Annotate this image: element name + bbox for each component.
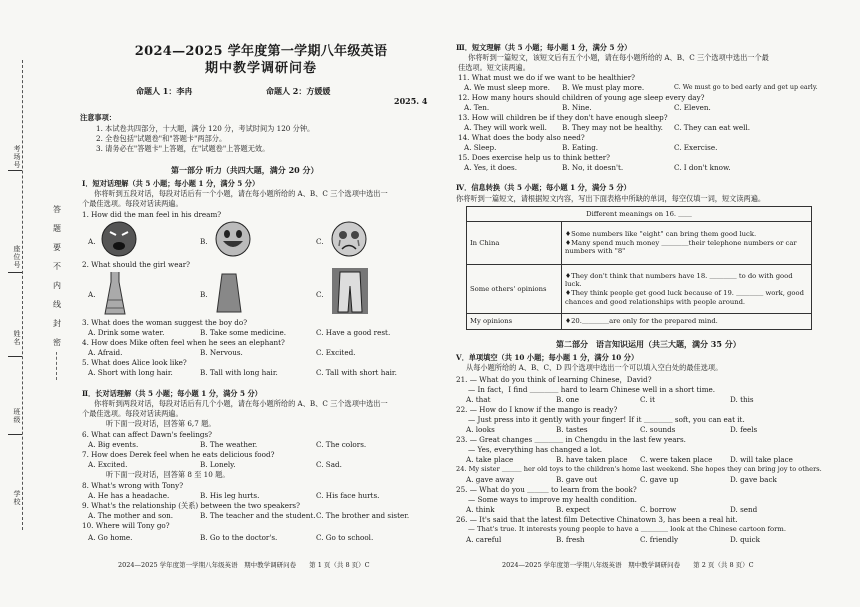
option-letter: B. (200, 290, 208, 299)
option-c[interactable]: C. sounds (640, 425, 676, 434)
table-row (467, 222, 812, 265)
table-row (467, 207, 812, 222)
row-content (562, 265, 812, 314)
option-c[interactable]: C. were taken place (640, 455, 713, 464)
angry-face-icon (100, 220, 138, 261)
option-c[interactable]: C. The brother and sister. (316, 511, 410, 520)
option-c[interactable]: C. The colors. (316, 440, 367, 449)
option-a[interactable]: A. gave away (466, 475, 515, 484)
section-intro: 个最佳选项。每段对话读两遍。 (82, 409, 183, 418)
question-21-line2: — In fact，I find ＿＿＿＿ hard to learn Chinese well in a short time. (468, 385, 716, 394)
option-a[interactable]: A. Sleep. (464, 143, 497, 152)
option-b[interactable]: B. gave out (556, 475, 598, 484)
section-5-heading: Ⅴ．单项填空（共 10 小题；每小题 1 分，满分 10 分） (456, 353, 639, 362)
question-8: 8. What's wrong with Tony? (82, 481, 184, 490)
label-class: 班级 (13, 408, 21, 424)
question-24: 24. My sister ＿＿＿ her old toys to the children's home last weekend. She hopes they can bring joy to others. (456, 465, 822, 473)
seal-char: 答 (53, 205, 61, 214)
question-9: 9. What's the relationship (关系) between the two speakers? (82, 501, 300, 510)
section-intro: 个最佳选项。每段对话读两遍。 (82, 199, 183, 208)
option-letter: C. (316, 237, 324, 246)
page-footer: 2024—2025 学年度第一学期八年级英语 期中教学调研问卷 第 2 页（共 8 页）C (502, 561, 754, 569)
section-intro: 你将听到一篇短文，请根据短文内容，写出下面表格中所缺的单词，每空仅填一词，短文读两遍。 (456, 194, 766, 203)
notes-heading: 注意事项： (80, 113, 116, 122)
table-row (467, 314, 812, 330)
option-b[interactable]: B. Nervous. (200, 348, 243, 357)
pants-icon (332, 268, 368, 317)
section-intro: 你将听到五段对话，每段对话后有一个小题，请在每小题所给的 A、B、C 三个选项中选出一 (94, 189, 388, 198)
option-c[interactable]: C. borrow (640, 505, 677, 514)
skirt-icon (216, 272, 242, 317)
option-a[interactable]: A. Ten. (464, 103, 490, 112)
question-13: 13. How will children be if they don't have enough sleep? (458, 113, 668, 122)
table-line: ♦Some numbers like "eight" can bring them good luck. (565, 230, 757, 239)
question-14: 14. What does the body also need? (458, 133, 585, 142)
part2-heading: 第二部分 语言知识运用（共三大题，满分 35 分） (556, 339, 741, 349)
section-intro: 你将听到一篇短文，该短文后有五个小题，请在每小题所给的 A、B、C 三个选项中选出一个最 (468, 53, 769, 62)
option-b[interactable]: B. Eating. (562, 143, 599, 152)
option-a[interactable]: A. Yes, it does. (464, 163, 518, 172)
listening-instruction: 听下面一段对话，回答第 8 至 10 题。 (106, 470, 230, 479)
note-item: 1. 本试卷共四部分，十大题，满分 120 分，考试时间为 120 分钟。 (96, 124, 315, 133)
option-letter: C. (316, 290, 324, 299)
option-c[interactable]: C. Eleven. (674, 103, 711, 112)
option-a[interactable]: A. that (466, 395, 491, 404)
question-3: 3. What does the woman suggest the boy do? (82, 318, 248, 327)
option-d[interactable]: D. quick (730, 535, 760, 544)
option-d[interactable]: D. this (730, 395, 754, 404)
question-26: 26. — It's said that the latest film Detective Chinatown 3, has been a real hit. (456, 515, 738, 524)
option-b[interactable]: B. Lonely. (200, 460, 236, 469)
question-21: 21. — What do you think of learning Chinese，David? (456, 375, 652, 384)
info-table (466, 206, 812, 330)
seal-text (52, 200, 62, 352)
option-b[interactable]: B. Go to the doctor's. (200, 533, 278, 542)
seal-char: 线 (53, 300, 61, 309)
option-a[interactable]: A. They will work well. (464, 123, 547, 132)
seal-char: 题 (53, 224, 61, 233)
option-b[interactable]: B. Tall with long hair. (200, 368, 278, 377)
question-11: 11. What must we do if we want to be healthier? (458, 73, 636, 82)
option-c[interactable]: C. His face hurts. (316, 491, 380, 500)
option-c[interactable]: C. it (640, 395, 655, 404)
option-c[interactable]: C. I don't know. (674, 163, 731, 172)
option-b[interactable]: B. one (556, 395, 580, 404)
question-15: 15. Does exercise help us to think better? (458, 153, 611, 162)
option-c[interactable]: C. Excited. (316, 348, 356, 357)
section-intro: 你将听到两段对话，每段对话后有几个小题，请在每小题所给的 A、B、C 三个选项中选出一 (94, 399, 388, 408)
blank-line (8, 356, 22, 357)
question-23-line2: — Yes, everything has changed a lot. (468, 445, 603, 454)
label-school: 学校 (13, 490, 21, 506)
question-26-line2: — That's true. It interests young people to have a ＿＿＿＿ look at the Chinese cartoon form. (468, 525, 786, 533)
question-12: 12. How many hours should children of young age sleep every day? (458, 93, 705, 102)
row-label: Some others' opinions (467, 265, 562, 314)
option-a[interactable]: A. We must sleep more. (464, 83, 550, 92)
label-seat: 座位号 (13, 245, 21, 269)
blank-line (8, 272, 22, 273)
option-a[interactable]: A. think (466, 505, 495, 514)
seal-char: 要 (53, 243, 61, 252)
option-c[interactable]: C. Exercise. (674, 143, 718, 152)
table-line: ♦They think people get good luck because of 19. ＿＿＿＿ work, good chances and good relationships with people around. (565, 289, 804, 306)
question-25: 25. — What do you ＿＿＿ to learn from the book? (456, 485, 637, 494)
page-footer: 2024—2025 学年度第一学期八年级英语 期中教学调研问卷 第 1 页（共 8 页）C (118, 561, 370, 569)
listening-instruction: 听下面一段对话，回答第 6,7 题。 (106, 419, 216, 428)
seal-char: 封 (53, 319, 61, 328)
seal-char: 内 (53, 281, 61, 290)
question-7: 7. How does Derek feel when he eats delicious food? (82, 450, 275, 459)
option-c[interactable]: C. friendly (640, 535, 679, 544)
cut-line (22, 60, 23, 530)
table-row (467, 265, 812, 314)
dress-icon (102, 270, 128, 319)
option-b[interactable]: B. have taken place (556, 455, 628, 464)
option-letter: B. (200, 237, 208, 246)
option-a[interactable]: A. Excited. (88, 460, 128, 469)
option-b[interactable]: B. We must play more. (562, 83, 645, 92)
blank-line (8, 434, 22, 435)
option-c[interactable]: C. gave up (640, 475, 679, 484)
question-22: 22. — How do I know if the mango is ready? (456, 405, 618, 414)
option-b[interactable]: B. No, it doesn't. (562, 163, 624, 172)
option-c[interactable]: C. They can eat well. (674, 123, 751, 132)
option-b[interactable]: B. The weather. (200, 440, 258, 449)
question-6: 6. What can affect Dawn's feelings? (82, 430, 212, 439)
exam-date: 2025. 4 (394, 96, 428, 106)
question-4: 4. How does Mike often feel when he sees an elephant? (82, 338, 285, 347)
section-intro: 佳选项。短文读两遍。 (458, 63, 530, 72)
table-line: ♦They don't think that numbers have 18. ＿＿＿＿ to do with good luck. (565, 271, 793, 289)
row-label: My opinions (467, 314, 562, 330)
table-header: Different meanings on 16. ＿＿ (467, 207, 812, 222)
question-5: 5. What does Alice look like? (82, 358, 187, 367)
option-b[interactable]: B. Nine. (562, 103, 592, 112)
option-a[interactable]: A. Short with long hair. (88, 368, 173, 377)
seal-char: 密 (53, 338, 61, 347)
option-a[interactable]: A. Go home. (88, 533, 133, 542)
option-d[interactable]: D. will take place (730, 455, 793, 464)
question-10: 10. Where will Tony go? (82, 521, 170, 530)
note-item: 2. 全卷包括"试题卷"和"答题卡"两部分。 (96, 134, 227, 143)
option-b[interactable]: B. Take some medicine. (200, 328, 287, 337)
option-letter: A. (88, 237, 96, 246)
question-23: 23. — Great changes ＿＿＿＿ in Chengdu in the last few years. (456, 435, 686, 444)
option-b[interactable]: B. expect (556, 505, 590, 514)
option-a[interactable]: A. take place (466, 455, 514, 464)
row-label: In China (467, 222, 562, 265)
question-2: 2. What should the girl wear? (82, 260, 191, 269)
option-a[interactable]: A. careful (466, 535, 502, 544)
part1-heading: 第一部分 听力（共四大题，满分 20 分） (171, 165, 319, 175)
row-content (562, 222, 812, 265)
option-a[interactable]: A. Drink some water. (88, 328, 165, 337)
section-intro: 从每小题所给的 A、B、C、D 四个选项中选出一个可以填入空白处的最佳选项。 (466, 363, 723, 372)
note-item: 3. 请务必在"答题卡"上答题，在"试题卷"上答题无效。 (96, 144, 270, 153)
option-d[interactable]: D. gave back (730, 475, 777, 484)
option-c[interactable]: C. Have a good rest. (316, 328, 391, 337)
option-c[interactable]: C. We must go to bed early and get up early. (674, 83, 818, 91)
option-a[interactable]: A. Big events. (88, 440, 139, 449)
option-a[interactable]: A. Afraid. (88, 348, 123, 357)
page-1 (76, 0, 446, 607)
option-letter: A. (88, 290, 96, 299)
happy-face-icon (214, 220, 252, 261)
binding-strip (0, 0, 76, 607)
author-1: 命题人 1：李冉 (136, 86, 193, 96)
question-25-line2: — Some ways to improve my health condition. (468, 495, 637, 504)
option-a[interactable]: A. The mother and son. (88, 511, 174, 520)
option-c[interactable]: C. Tall with short hair. (316, 368, 397, 377)
option-a[interactable]: A. He has a headache. (88, 491, 170, 500)
option-c[interactable]: C. Go to school. (316, 533, 374, 542)
exam-title: 2024—2025 学年度第一学期八年级英语 (134, 44, 388, 59)
label-name: 姓名 (13, 330, 21, 346)
blank-line (8, 170, 22, 171)
table-line: ♦Many spend much money ＿＿＿＿their telephone numbers or car numbers with "8" (565, 238, 797, 256)
page-2 (452, 0, 852, 607)
option-c[interactable]: C. Sad. (316, 460, 342, 469)
option-b[interactable]: B. The teacher and the student. (200, 511, 316, 520)
section-1-heading: Ⅰ．短对话理解（共 5 小题；每小题 1 分，满分 5 分） (82, 179, 260, 188)
seal-char: 不 (53, 262, 61, 271)
section-2-heading: Ⅱ．长对话理解（共 5 小题；每小题 1 分，满分 5 分） (82, 389, 262, 398)
crying-face-icon (330, 220, 368, 261)
option-b[interactable]: B. tastes (556, 425, 588, 434)
author-2: 命题人 2：方媛媛 (266, 86, 331, 96)
question-1: 1. How did the man feel in his dream? (82, 210, 222, 219)
question-22-line2: — Just press into it gently with your finger! If it ＿＿＿＿ soft, you can eat it. (468, 415, 745, 424)
option-a[interactable]: A. looks (466, 425, 495, 434)
row-content: ♦20.＿＿＿＿are only for the prepared mind. (562, 314, 812, 330)
label-exam-room: 考场号 (13, 145, 21, 169)
exam-subtitle: 期中教学调研问卷 (204, 61, 317, 76)
option-b[interactable]: B. They may not be healthy. (562, 123, 663, 132)
option-d[interactable]: D. send (730, 505, 758, 514)
section-4-heading: Ⅳ．信息转换（共 5 小题；每小题 1 分，满分 5 分） (456, 183, 631, 192)
option-b[interactable]: B. fresh (556, 535, 585, 544)
section-3-heading: Ⅲ．短文理解（共 5 小题；每小题 1 分，满分 5 分） (456, 43, 632, 52)
option-b[interactable]: B. His leg hurts. (200, 491, 260, 500)
option-d[interactable]: D. feels (730, 425, 758, 434)
